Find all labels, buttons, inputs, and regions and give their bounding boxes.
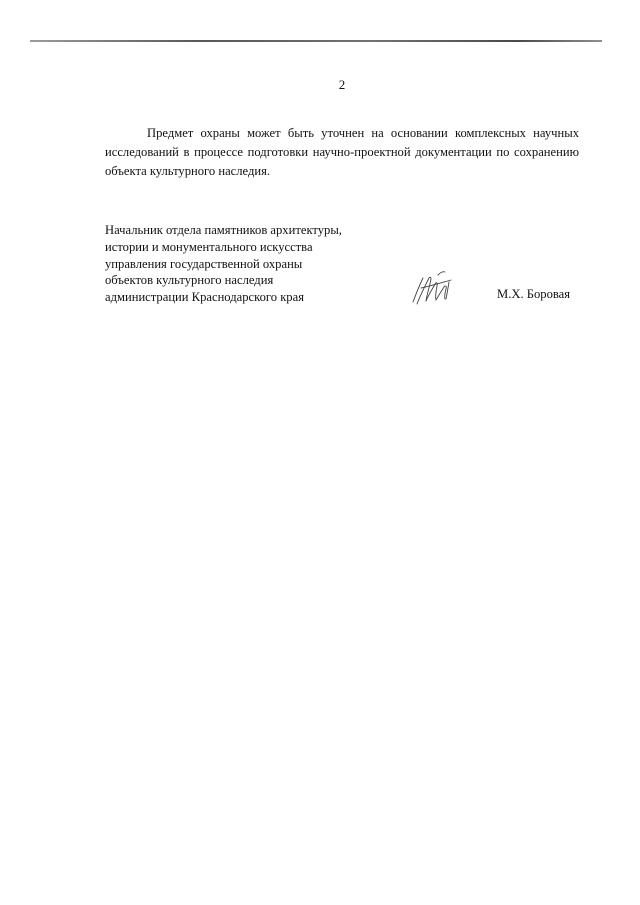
handwritten-signature xyxy=(407,268,459,308)
page-number: 2 xyxy=(338,77,346,92)
position-line: Начальник отдела памятников архитектуры, xyxy=(105,223,342,237)
signer-name: М.Х. Боровая xyxy=(497,287,571,301)
body-paragraph: Предмет охраны может быть уточнен на основании комплексных научных исследований в процессе подготовки научно-проектной документации по сохранению объекта культурного наследия. xyxy=(105,126,579,178)
position-line: объектов культурного наследия xyxy=(105,273,274,288)
scan-edge-line xyxy=(30,40,602,42)
position-line: истории и монументального искусства xyxy=(105,239,313,254)
position-line: управления государственной охраны xyxy=(105,256,303,271)
signatory-position xyxy=(105,222,405,306)
position-line: администрации Краснодарского края xyxy=(105,290,304,305)
